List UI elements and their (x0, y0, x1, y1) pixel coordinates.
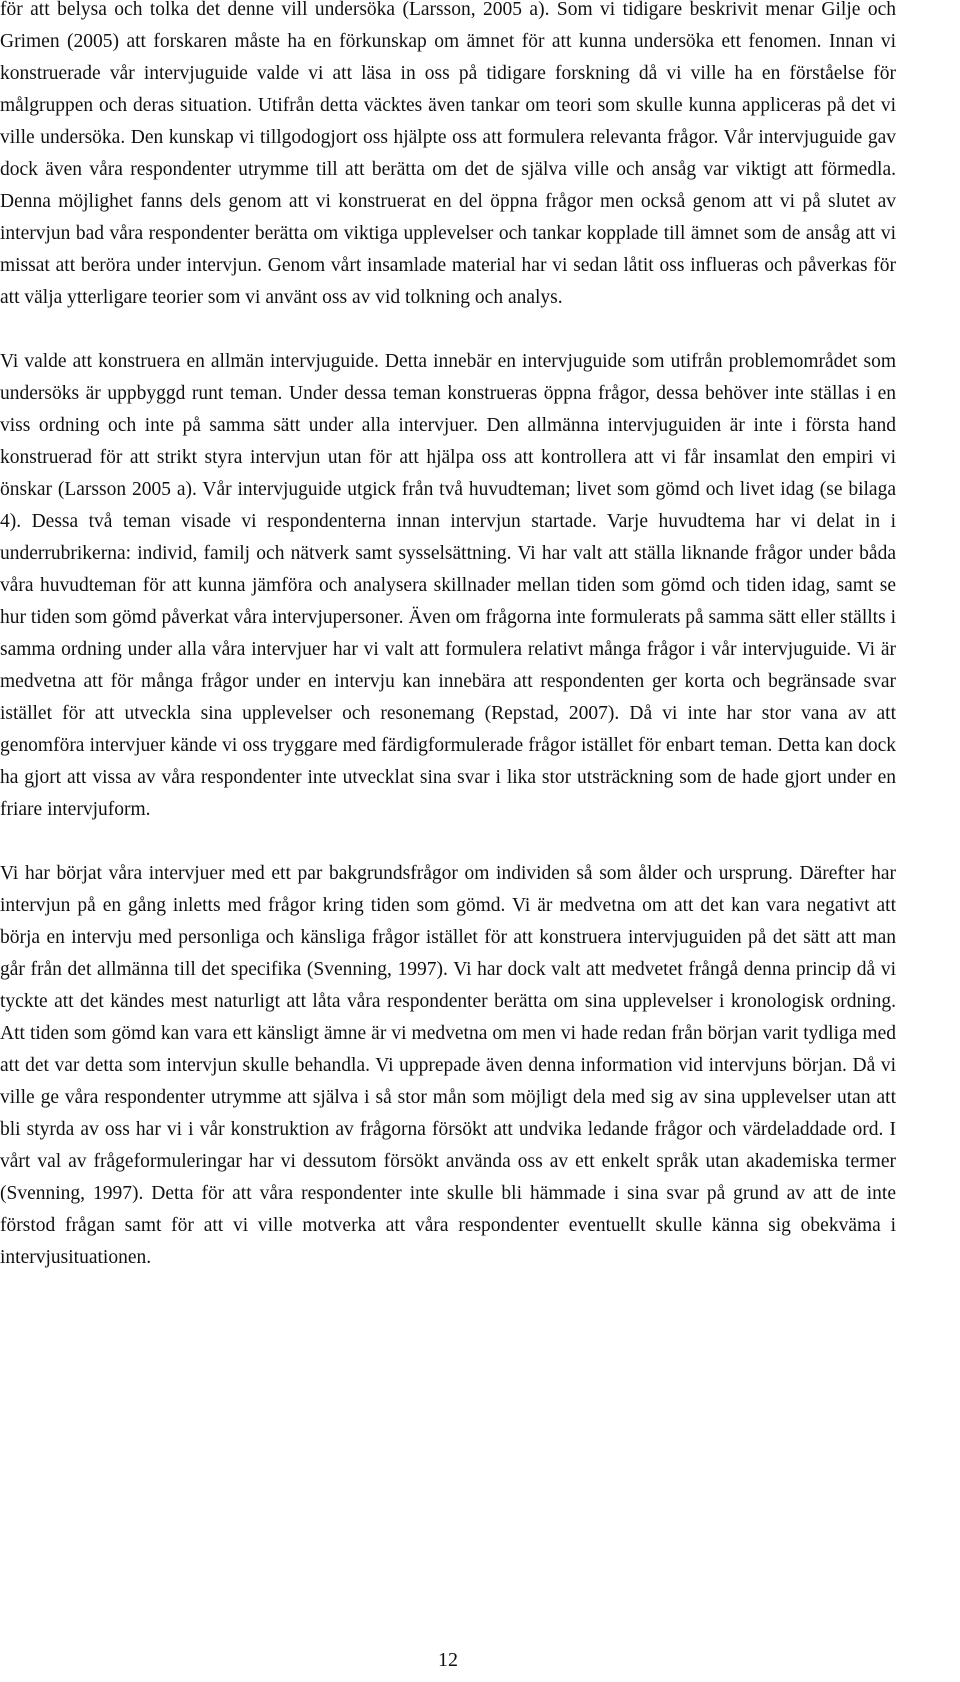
paragraph-2: Vi valde att konstruera en allmän intervjuguide. Detta innebär en intervjuguide som utifrån problemområdet som undersöks är uppbyggd runt teman. Under dessa teman konstrueras öppna frågor, dessa behöver inte ställas i en viss ordning och inte på samma sätt under alla intervjuer. Den allmänna intervjuguiden är inte i första hand konstruerad för att strikt styra intervjun utan för att hjälpa oss att kontrollera att vi får insamlat den empiri vi önskar (Larsson 2005 a). Vår intervjuguide utgick från två huvudteman; livet som gömd och livet idag (se bilaga 4). Dessa två teman visade vi respondenterna innan intervjun startade. Varje huvudtema har vi delat in i underrubrikerna: individ, familj och nätverk samt sysselsättning. Vi har valt att ställa liknande frågor under båda våra huvudteman för att kunna jämföra och analysera skillnader mellan tiden som gömd och tiden idag, samt se hur tiden som gömd påverkat våra intervjupersoner. Även om frågorna inte formulerats på samma sätt eller ställts i samma ordning under alla våra intervjuer har vi valt att formulera relativt många frågor i vår intervjuguide. Vi är medvetna att för många frågor under en intervju kan innebära att respondenten ger korta och begränsade svar istället för att utveckla sina upplevelser och resonemang (Repstad, 2007). Då vi inte har stor vana av att genomföra intervjuer kände vi oss tryggare med färdigformulerade frågor istället för enbart teman. Detta kan dock ha gjort att vissa av våra respondenter inte utvecklat sina svar i lika stor utsträckning som de hade gjort under en friare intervjuform. (0, 351, 896, 820)
paragraph-1: för att belysa och tolka det denne vill undersöka (Larsson, 2005 a). Som vi tidigare beskrivit menar Gilje och Grimen (2005) att forskaren måste ha en förkunskap om ämnet för att kunna undersöka ett fenomen. Innan vi konstruerade vår intervjuguide valde vi att läsa in oss på tidigare forskning då vi ville ha en förståelse för målgruppen och deras situation. Utifrån detta väcktes även tankar om teori som skulle kunna appliceras på det vi ville undersöka. Den kunskap vi tillgodogjort oss hjälpte oss att formulera relevanta frågor. Vår intervjuguide gav dock även våra respondenter utrymme till att berätta om det de själva ville och ansåg var viktigt att förmedla. Denna möjlighet fanns dels genom att vi konstruerat en del öppna frågor men också genom att vi på slutet av intervjun bad våra respondenter berätta om viktiga upplevelser och tankar kopplade till ämnet som de ansåg att vi missat att beröra under intervjun. Genom vårt insamlade material har vi sedan låtit oss influeras och påverkas för att välja ytterligare teorier som vi använt oss av vid tolkning och analys. (0, 0, 896, 308)
paragraph-3: Vi har börjat våra intervjuer med ett par bakgrundsfrågor om individen så som ålder och ursprung. Därefter har intervjun på en gång inletts med frågor kring tiden som gömd. Vi är medvetna om att det kan vara negativt att börja en intervju med personliga och känsliga frågor istället för att konstruera intervjuguiden på det sätt att man går från det allmänna till det specifika (Svenning, 1997). Vi har dock valt att medvetet frångå denna princip då vi tyckte att det kändes mest naturligt att låta våra respondenter berätta om sina upplevelser i kronologisk ordning. Att tiden som gömd kan vara ett känsligt ämne är vi medvetna om men vi hade redan från början varit tydliga med att det var detta som intervjun skulle behandla. Vi upprepade även denna information vid intervjuns början. Då vi ville ge våra respondenter utrymme att själva i så stor mån som möjligt dela med sig av sina upplevelser utan att bli styrda av oss har vi i vår konstruktion av frågorna försökt att undvika ledande frågor och värdeladdade ord. I vårt val av frågeformuleringar har vi dessutom försökt använda oss av ett enkelt språk utan akademiska termer (Svenning, 1997). Detta för att våra respondenter inte skulle bli hämmade i sina svar på grund av att de inte förstod frågan samt för att vi ville motverka att våra respondenter eventuellt skulle känna sig obekväma i intervjusituationen. (0, 863, 896, 1268)
page-number: 12 (438, 1649, 458, 1671)
